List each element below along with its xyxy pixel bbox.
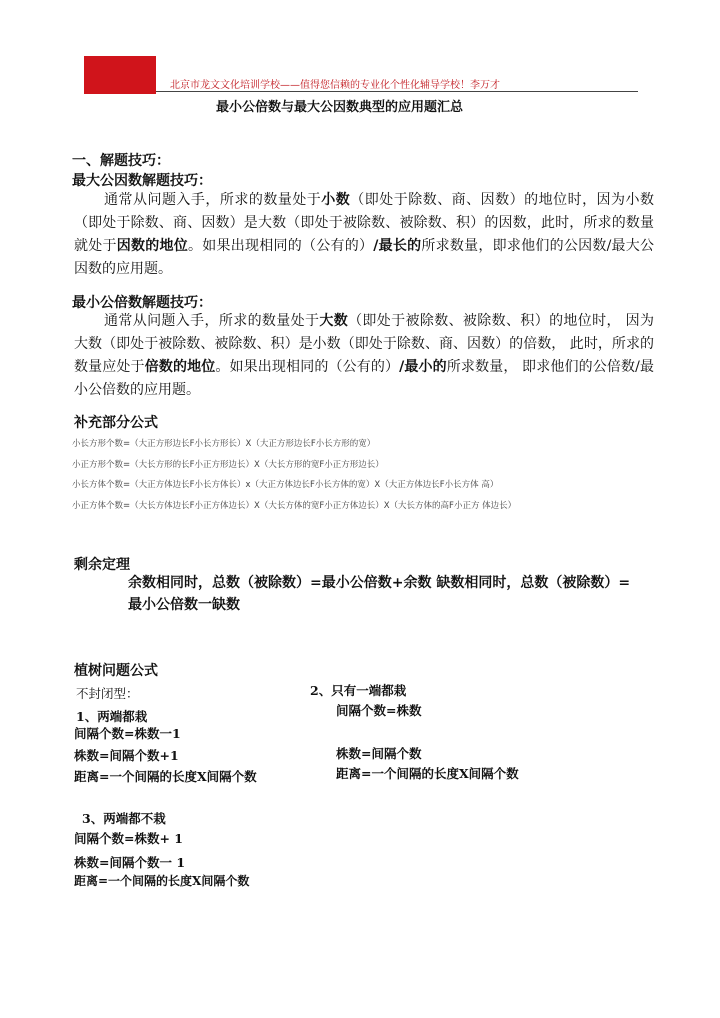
gcd-text-4: 所求数量，即求他们的公因数/最大公因数的应用题。: [74, 238, 655, 277]
case3-line-2: 株数=间隔个数一 1: [74, 855, 186, 870]
header-logo-block: [84, 56, 156, 94]
case2-line-2: 株数=间隔个数: [336, 746, 422, 761]
case1-line-1: 间隔个数=株数一1: [74, 726, 181, 741]
remainder-text: 余数相同时，总数（被除数）=最小公倍数+余数 缺数相同时，总数（被除数）=最小公倍数一缺数: [128, 575, 631, 613]
formula-line-3: 小长方体个数=（大正方体边长F小长方体长）x（大正方体边长F小长方体的宽）X（大正方体边长F小长方体 高）: [72, 480, 499, 490]
lcm-bold-2: 倍数的地位: [144, 359, 216, 375]
header-divider: [156, 91, 638, 92]
remainder-heading: 剩余定理: [74, 557, 130, 573]
lcm-text-4: 所求数量， 即求他们的公倍数/最小公倍数的应用题。: [74, 359, 654, 398]
lcm-bold-1: 大数: [319, 313, 349, 329]
case2-line-1: 间隔个数=株数: [336, 703, 422, 718]
case1-title: 1、两端都栽: [76, 709, 148, 724]
lcm-bold-3: /最小的: [399, 359, 447, 375]
gcd-text-3: 。如果出现相同的（公有的）: [188, 238, 374, 254]
trees-heading: 植树问题公式: [74, 663, 158, 679]
formula-line-4: 小正方体个数=（大长方体边长F小正方体边长）X（大长方体的宽F小正方体边长）X（大长方体的高F小正方 体边长）: [72, 501, 517, 511]
gcd-heading: 最大公因数解题技巧：: [72, 173, 212, 189]
gcd-text-1: 通常从问题入手，所求的数量处于: [104, 192, 322, 208]
section-heading-techniques: 一、解题技巧：: [72, 153, 170, 169]
formulas-heading: 补充部分公式: [74, 415, 158, 431]
gcd-bold-2: 因数的地位: [116, 238, 188, 254]
trees-not-closed: 不封闭型：: [76, 686, 139, 701]
case3-title: 3、两端都不栽: [82, 811, 166, 826]
formula-line-1: 小长方形个数=（大正方形边长F小长方形长）X（大正方形边长F小长方形的宽）: [72, 439, 376, 449]
case2-title: 2、只有一端都栽: [310, 683, 407, 698]
case3-line-3-cutoff: [72, 868, 272, 888]
lcm-paragraph: [74, 310, 654, 402]
case1-line-2: 株数=间隔个数+1: [74, 748, 179, 763]
gcd-text-2: （即处于除数、商、因数）的地位时，因为小数（即处于除数、商、因数）是大数（即处于被除数、被除数、积）的因数，此时，所求的数量就处于: [74, 192, 655, 254]
case3-line-3: 距离=一个间隔的长度X间隔个数: [74, 874, 250, 888]
document-title: 最小公倍数与最大公因数典型的应用题汇总: [216, 100, 464, 115]
formula-line-2: 小正方形个数=（大长方形的长F小正方形边长）X（大长方形的宽F小正方形边长）: [72, 460, 384, 470]
lcm-text-1: 通常从问题入手，所求的数量处于: [104, 313, 320, 329]
lcm-heading: 最小公倍数解题技巧：: [72, 295, 212, 311]
case3-line-1: 间隔个数=株数+ 1: [74, 831, 183, 846]
gcd-bold-3: /最长的: [373, 238, 422, 254]
case2-line-3: 距离=一个间隔的长度X间隔个数: [336, 766, 519, 781]
header-school-slogan: 北京市龙文文化培训学校——值得您信赖的专业化个性化辅导学校！李万才: [170, 80, 500, 91]
lcm-text-3: 。如果出现相同的（公有的）: [215, 359, 400, 375]
lcm-text-2: （即处于被除数、被除数、积）的地位时， 因为大数（即处于被除数、被除数、积）是小数（即处于除数、商、因数）的倍数， 此时，所求的数量应处于: [74, 313, 655, 375]
case1-line-3: 距离=一个间隔的长度X间隔个数: [74, 769, 257, 784]
gcd-bold-1: 小数: [321, 192, 351, 208]
gcd-paragraph: [74, 189, 654, 281]
